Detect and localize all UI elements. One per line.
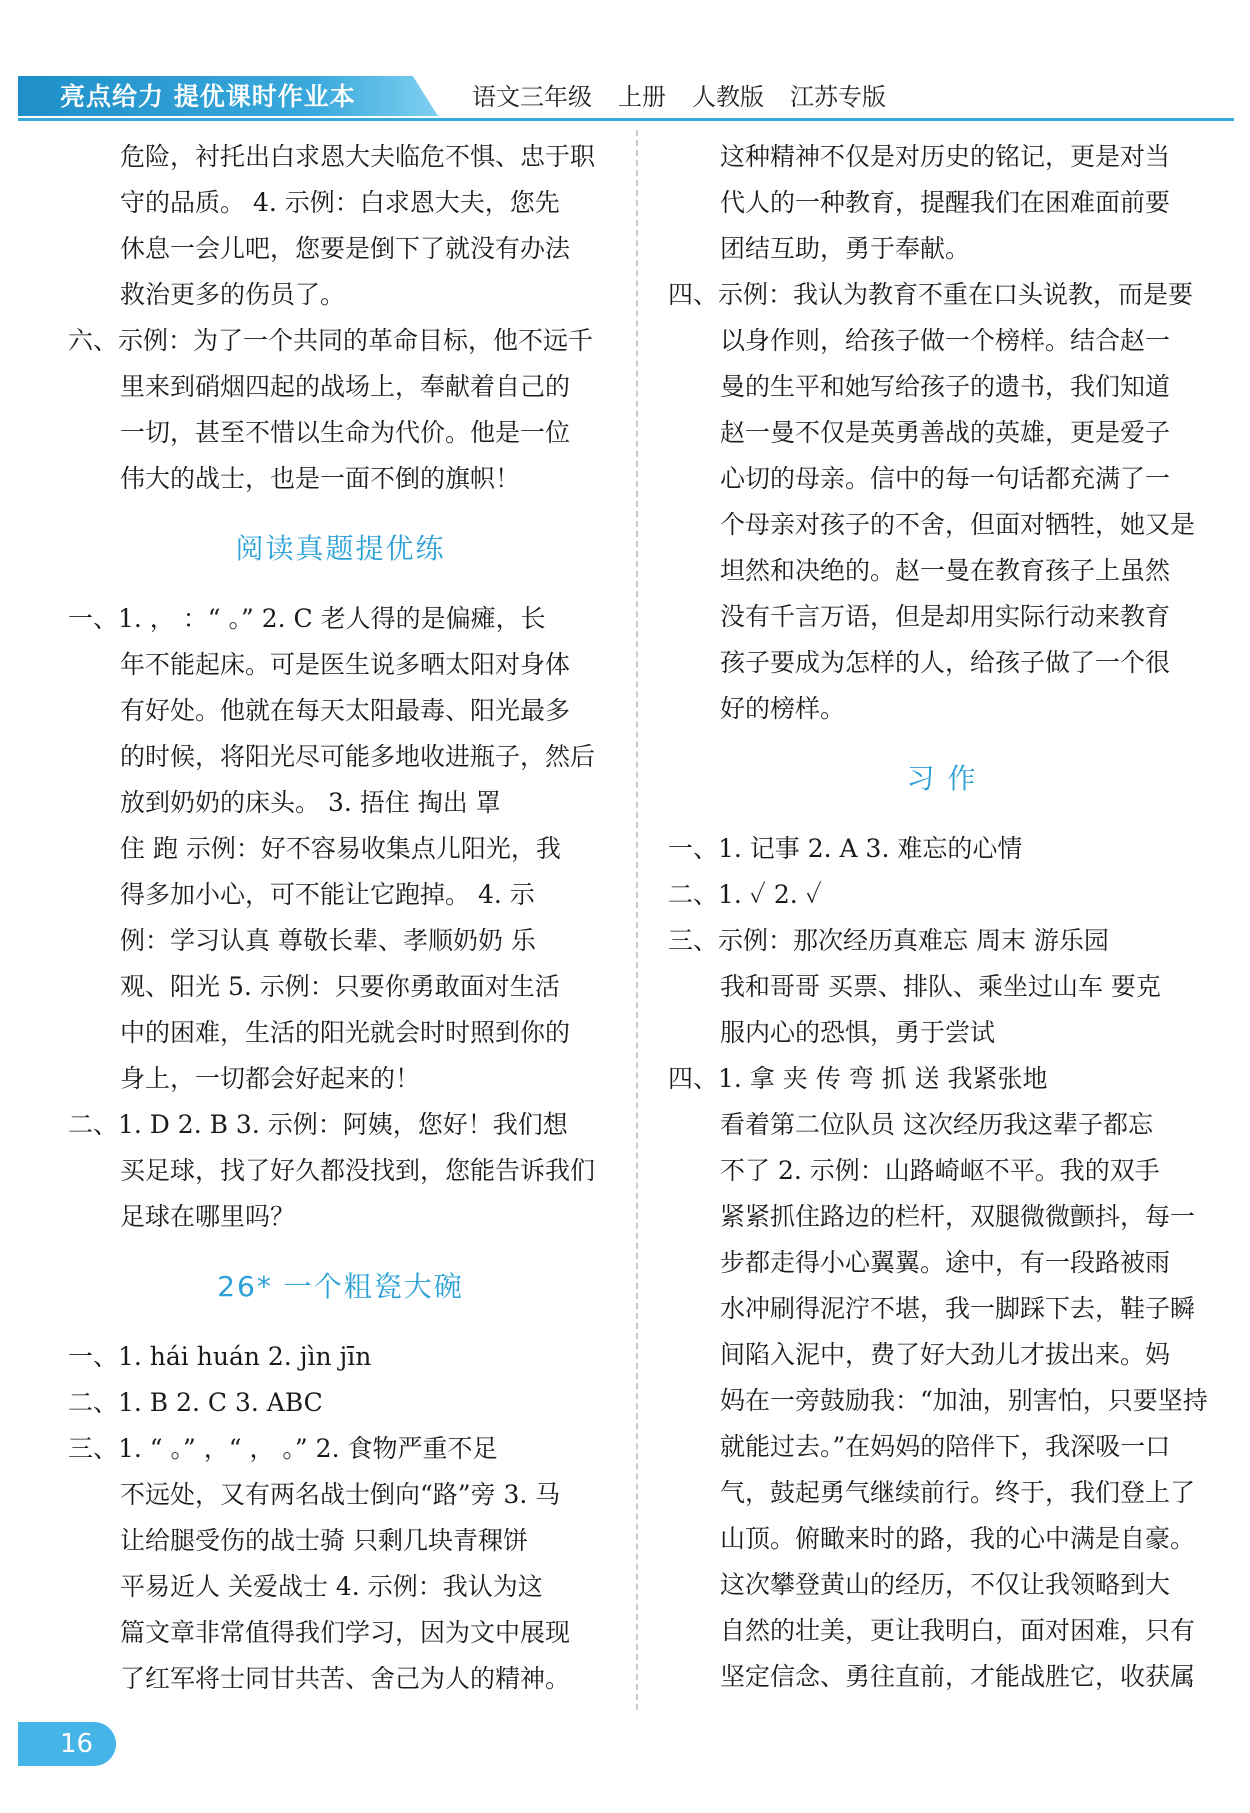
text-line: 例：学习认真 尊敬长辈、孝顺奶奶 乐	[120, 926, 536, 955]
text-line: 心切的母亲。信中的每一句话都充满了一	[720, 464, 1171, 493]
text-line: 有好处。他就在每天太阳最毒、阳光最多	[120, 696, 571, 725]
text-line: 团结互助，勇于奉献。	[720, 234, 971, 263]
column-divider	[636, 130, 638, 1710]
page-number: 16	[60, 1729, 94, 1759]
text-line: 赵一曼不仅是英勇善战的英雄，更是爱子	[720, 418, 1171, 447]
section-title-reading: 阅读真题提优练	[235, 532, 446, 565]
text-line: 观、阳光 5. 示例：只要你勇敢面对生活	[120, 972, 560, 1001]
text-line: 三、1. “ 。” ，“ ， 。” 2. 食物严重不足	[68, 1434, 498, 1463]
text-line: 坦然和决绝的。赵一曼在教育孩子上虽然	[720, 556, 1171, 585]
text-line: 年不能起床。可是医生说多晒太阳对身体	[120, 650, 571, 679]
text-line: 这次攀登黄山的经历，不仅让我领略到大	[720, 1570, 1171, 1599]
text-line: 曼的生平和她写给孩子的遗书，我们知道	[720, 372, 1171, 401]
region-label: 江苏专版	[790, 83, 886, 111]
text-line: 妈在一旁鼓励我：“加油，别害怕，只要坚持	[720, 1386, 1208, 1415]
text-line: 不远处，又有两名战士倒向“路”旁 3. 马	[120, 1480, 561, 1509]
text-line: 间陷入泥中，费了好大劲儿才拔出来。妈	[720, 1340, 1171, 1369]
section-title-lesson-26: 26* 一个粗瓷大碗	[217, 1270, 464, 1303]
intro-block	[68, 134, 613, 318]
text-line: 一、1. hái huán 2. jìn jīn	[68, 1342, 372, 1371]
text-line: 里来到硝烟四起的战场上，奉献着自己的	[120, 372, 571, 401]
text-line: 看着第二位队员 这次经历我这辈子都忘	[720, 1110, 1153, 1139]
text-line: 二、1. D 2. B 3. 示例：阿姨，您好！我们想	[68, 1110, 568, 1139]
lesson-26-answers	[68, 1334, 613, 1702]
text-line: 的时候，将阳光尽可能多地收进瓶子，然后	[120, 742, 596, 771]
text-line: 休息一会儿吧，您要是倒下了就没有办法	[120, 234, 571, 263]
text-line: 让给腿受伤的战士骑 只剩几块青稞饼	[120, 1526, 528, 1555]
text-line: 水冲刷得泥泞不堪，我一脚踩下去，鞋子瞬	[720, 1294, 1196, 1323]
text-line: 身上，一切都会好起来的！	[120, 1064, 421, 1093]
writing-answers	[668, 826, 1216, 1700]
brand-title: 亮点给力 提优课时作业本	[60, 82, 356, 111]
text-line: 六、示例：为了一个共同的革命目标，他不远千	[68, 326, 594, 355]
text-line: 四、示例：我认为教育不重在口头说教，而是要	[668, 280, 1194, 309]
text-line: 以身作则，给孩子做一个榜样。结合赵一	[720, 326, 1171, 355]
text-line: 四、1. 拿 夹 传 弯 抓 送 我紧张地	[668, 1064, 1048, 1093]
text-line: 这种精神不仅是对历史的铭记，更是对当	[720, 142, 1171, 171]
text-line: 了红军将士同甘共苦、舍己为人的精神。	[120, 1664, 571, 1693]
text-line: 足球在哪里吗？	[120, 1202, 296, 1231]
text-line: 得多加小心，可不能让它跑掉。 4. 示	[120, 880, 535, 909]
text-line: 好的榜样。	[720, 694, 846, 723]
text-line: 紧紧抓住路边的栏杆，双腿微微颤抖，每一	[720, 1202, 1196, 1231]
text-line: 就能过去。”在妈妈的陪伴下，我深吸一口	[720, 1432, 1171, 1461]
text-line: 篇文章非常值得我们学习，因为文中展现	[120, 1618, 571, 1647]
text-line: 平易近人 关爱战士 4. 示例：我认为这	[120, 1572, 543, 1601]
reading-answers-2	[68, 1102, 613, 1240]
text-line: 个母亲对孩子的不舍，但面对牺牲，她又是	[720, 510, 1196, 539]
left-column	[68, 134, 613, 1702]
volume-label: 上册	[618, 83, 666, 111]
text-line: 放到奶奶的床头。 3. 捂住 掏出 罩	[120, 788, 501, 817]
text-line: 不了 2. 示例：山路崎岖不平。我的双手	[720, 1156, 1160, 1185]
text-line: 自然的壮美，更让我明白，面对困难，只有	[720, 1616, 1196, 1645]
text-line: 服内心的恐惧，勇于尝试	[720, 1018, 996, 1047]
text-line: 坚定信念、勇往直前，才能战胜它，收获属	[720, 1662, 1196, 1691]
text-line: 孩子要成为怎样的人，给孩子做了一个很	[720, 648, 1171, 677]
text-line: 三、示例：那次经历真难忘 周末 游乐园	[668, 926, 1109, 955]
text-line: 危险，衬托出白求恩大夫临危不惧、忠于职	[120, 142, 596, 171]
text-line: 代人的一种教育，提醒我们在困难面前要	[720, 188, 1171, 217]
edition-label: 人教版	[692, 83, 764, 111]
right-column	[668, 134, 1216, 1700]
book-info	[472, 80, 886, 114]
text-line: 山顶。俯瞰来时的路，我的心中满是自豪。	[720, 1524, 1196, 1553]
subject-label: 语文三年级	[472, 83, 592, 111]
text-line: 二、1. B 2. C 3. ABC	[68, 1388, 323, 1417]
text-line: 一、1. 记事 2. A 3. 难忘的心情	[668, 834, 1023, 863]
text-line: 中的困难，生活的阳光就会时时照到你的	[120, 1018, 571, 1047]
text-line: 我和哥哥 买票、排队、乘坐过山车 要克	[720, 972, 1161, 1001]
text-line: 伟大的战士，也是一面不倒的旗帜！	[120, 464, 521, 493]
text-line: 守的品质。 4. 示例：白求恩大夫，您先	[120, 188, 560, 217]
text-line: 一切，甚至不惜以生命为代价。他是一位	[120, 418, 571, 447]
section-title-writing: 习 作	[906, 762, 978, 795]
answer-6-block	[68, 318, 613, 502]
header-rule	[18, 118, 1234, 121]
text-line: 住 跑 示例：好不容易收集点儿阳光，我	[120, 834, 561, 863]
text-line: 二、1. ✓ 2. ✓	[668, 880, 822, 909]
text-line: 买足球，找了好久都没找到，您能告诉我们	[120, 1156, 596, 1185]
reading-answers-1	[68, 596, 613, 1102]
text-line: 步都走得小心翼翼。途中，有一段路被雨	[720, 1248, 1171, 1277]
continued-block	[668, 134, 1216, 272]
text-line: 气，鼓起勇气继续前行。终于，我们登上了	[720, 1478, 1196, 1507]
text-line: 一、1. ， ：“ 。” 2. C 老人得的是偏瘫，长	[68, 604, 546, 633]
text-line: 没有千言万语，但是却用实际行动来教育	[720, 602, 1171, 631]
answer-4-block	[668, 272, 1216, 732]
text-line: 救治更多的伤员了。	[120, 280, 346, 309]
